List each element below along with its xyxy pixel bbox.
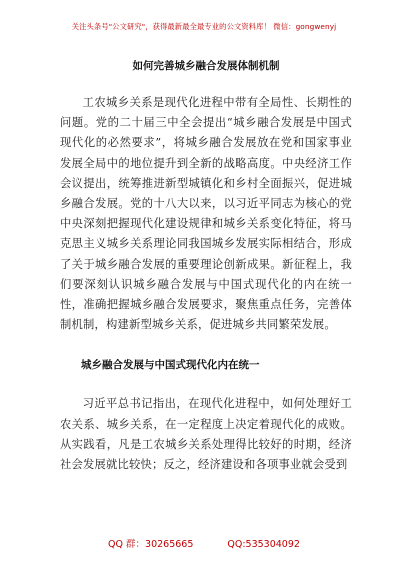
qq-contact-label: QQ:535304092	[227, 539, 300, 550]
paragraph-intro: 工农城乡关系是现代化进程中带有全局性、长期性的问题。党的二十届三中全会提出“城乡融合发展是中国式现代化的必然要求”，将城乡融合发展放在党和国家事业发展全局中的地位提升到全新的战略高度。中央经济工作会议提出，统筹推进新型城镇化和乡村全面振兴，促进城乡融合发展。党的十八大以来，以习近平同志为核心的党中央深刻把握现代化建设规律和城乡关系变化特征，将马克思主义城乡关系理论同我国城乡发展实际相结合，形成了关于城乡融合发展的重要理论创新成果。新征程上，我们要深刻认识城乡融合发展与中国式现代化的内在统一性，准确把握城乡融合发展要求，聚焦重点任务，完善体制机制，构建新型城乡关系，促进城乡共同繁荣发展。	[60, 96, 352, 332]
header-notice: 关注头条号"公文研究"，获得最新最全最专业的公文资料库！ 微信：gongwenyj	[71, 22, 337, 31]
section-heading: 城乡融合发展与中国式现代化内在统一	[81, 359, 260, 372]
document-body	[60, 52, 352, 475]
paragraph-section-1: 习近平总书记指出，在现代化进程中，如何处理好工农关系、城乡关系，在一定程度上决定着现代化的成败。从实践看，凡是工农城乡关系处理得比较好的时期，经济社会发展就比较快；反之，经济建设和各项事业就会受到	[60, 397, 352, 472]
footer-contact	[0, 536, 408, 550]
qq-group-label: QQ 群：30265665	[108, 539, 194, 550]
document-title: 如何完善城乡融合发展体制机制	[132, 60, 280, 72]
